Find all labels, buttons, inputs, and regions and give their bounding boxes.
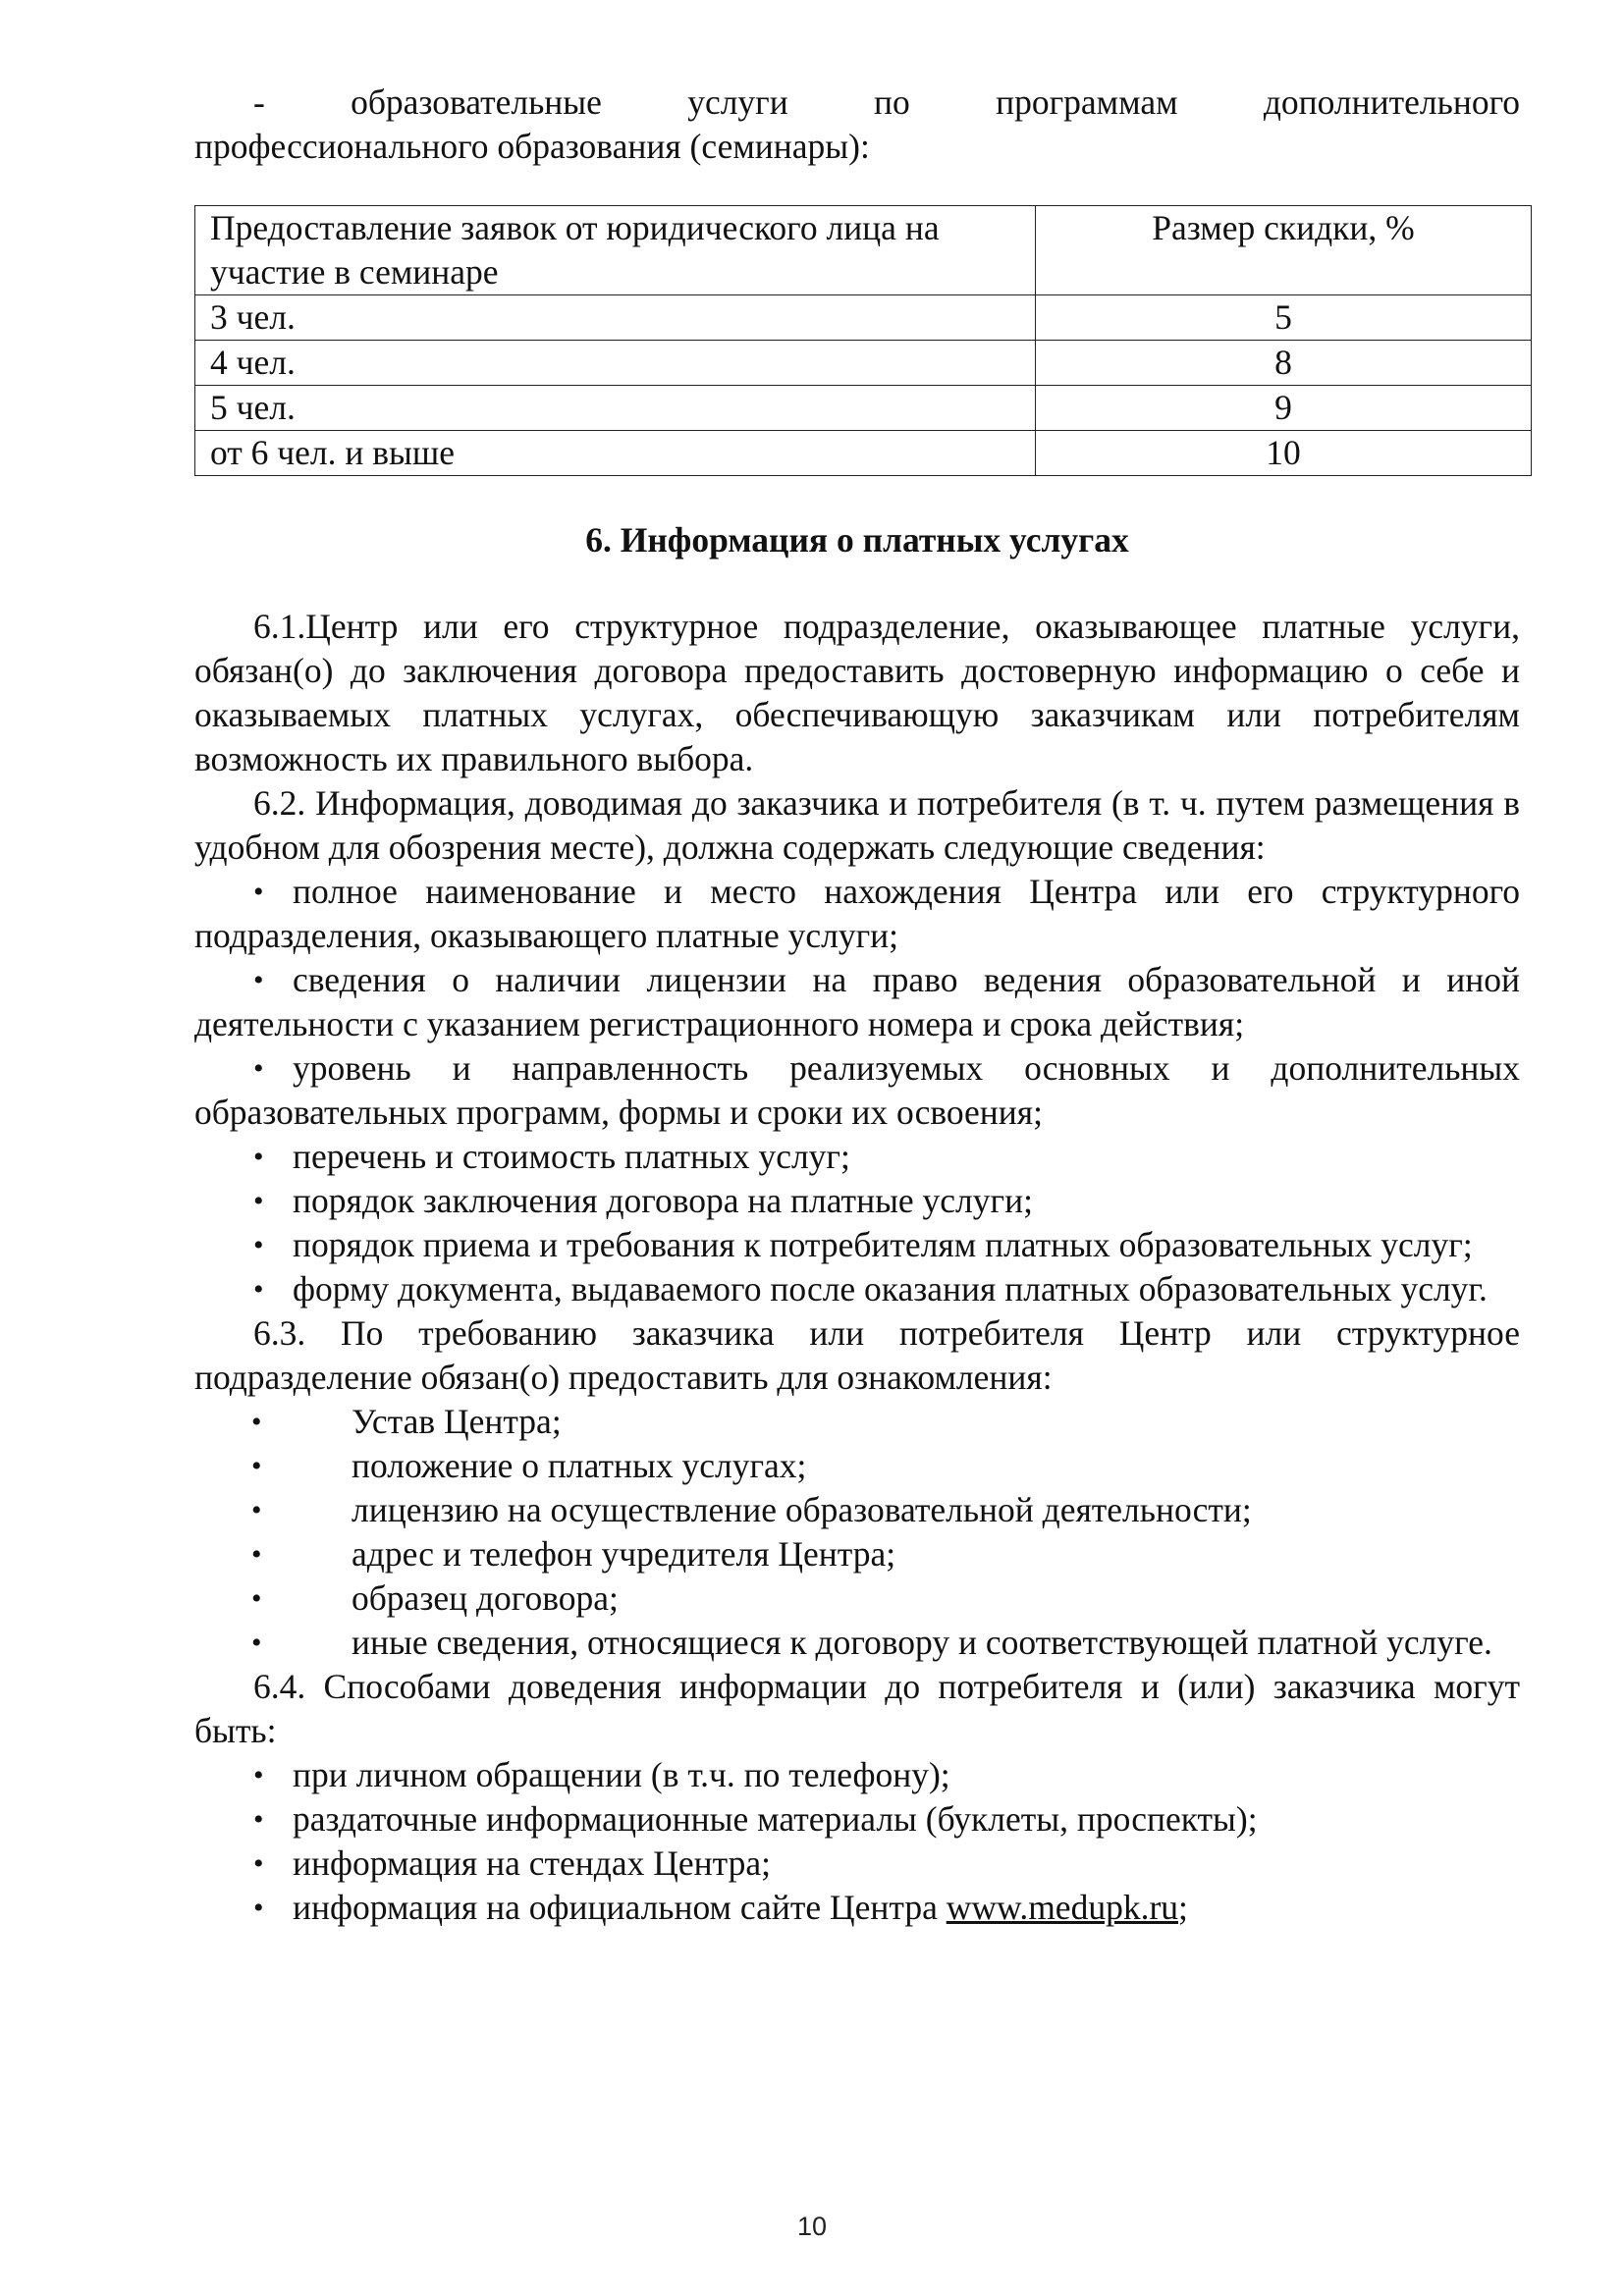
bullet-icon: • xyxy=(253,1803,264,1836)
bullet-icon: • xyxy=(251,1406,262,1438)
list-item: • адрес и телефон учредителя Центра; xyxy=(194,1532,1520,1576)
discount-table xyxy=(194,205,1532,476)
paragraph-6-1: 6.1.Центр или его структурное подразделение, оказывающее платные услуги, обязан(о) до заключения договора предоставить достоверную информацию о себе и оказываемых платных услугах, обеспечивающую заказчикам или потребителям возможность их правильного выбора. xyxy=(194,607,1520,778)
paragraph-6-4: 6.4. Способами доведения информации до потребителя и (или) заказчика могут быть: xyxy=(194,1667,1520,1750)
list-item: • порядок заключения договора на платные услуги; xyxy=(194,1179,1520,1223)
list-item: • полное наименование и место нахождения Центра или его структурного подразделения, оказывающего платные услуги; xyxy=(194,872,1520,955)
list-item: • при личном обращении (в т.ч. по телефону); xyxy=(194,1753,1520,1797)
bullet-icon: • xyxy=(253,1892,264,1924)
list-item: • иные сведения, относящиеся к договору и соответствующей платной услуге. xyxy=(194,1621,1520,1665)
table-row xyxy=(195,295,1532,341)
bullet-icon: • xyxy=(253,1052,264,1085)
list-item: • образец договора; xyxy=(194,1576,1520,1621)
bullet-icon: • xyxy=(251,1494,262,1526)
table-cell: 3 чел. xyxy=(195,295,1036,341)
bullet-icon: • xyxy=(253,1229,264,1261)
table-header-cell: Размер скидки, % xyxy=(1036,206,1532,295)
table-cell: от 6 чел. и выше xyxy=(195,431,1036,476)
bullet-icon: • xyxy=(251,1582,262,1615)
page-content xyxy=(194,80,1520,1930)
list-item: • Устав Центра; xyxy=(194,1400,1520,1444)
list-item: • уровень и направленность реализуемых основных и дополнительных образовательных программ, формы и сроки их освоения; xyxy=(194,1048,1520,1132)
bullet-icon: • xyxy=(253,1185,264,1217)
list-item: • информация на официальном сайте Центра www.medupk.ru; xyxy=(194,1886,1520,1930)
paragraph-6-3: 6.3. По требованию заказчика или потребителя Центр или структурное подразделение обязан(о) предоставить для ознакомления: xyxy=(194,1313,1520,1397)
list-item: • информация на стендах Центра; xyxy=(194,1842,1520,1886)
bullet-icon: • xyxy=(253,1847,264,1880)
website-link[interactable]: www.medupk.ru xyxy=(946,1888,1179,1927)
list-item: • форму документа, выдаваемого после оказания платных образовательных услуг. xyxy=(194,1267,1520,1311)
intro-line-2: профессионального образования (семинары): xyxy=(194,127,870,166)
list-6-4 xyxy=(194,1753,1520,1930)
list-item: • раздаточные информационные материалы (буклеты, проспекты); xyxy=(194,1797,1520,1842)
table-cell: 5 чел. xyxy=(195,386,1036,431)
bullet-icon: • xyxy=(251,1627,262,1659)
table-row xyxy=(195,431,1532,476)
section-title: 6. Информация о платных услугах xyxy=(585,520,1129,560)
table-header-row xyxy=(195,206,1532,295)
bullet-icon: • xyxy=(251,1450,262,1482)
page-number: 10 xyxy=(796,2212,828,2241)
table-cell: 8 xyxy=(1036,341,1532,386)
list-6-2 xyxy=(194,870,1520,1311)
list-item: • лицензию на осуществление образовательной деятельности; xyxy=(194,1488,1520,1532)
table-row xyxy=(195,386,1532,431)
list-item: • перечень и стоимость платных услуг; xyxy=(194,1135,1520,1179)
bullet-icon: • xyxy=(253,964,264,996)
list-item: • положение о платных услугах; xyxy=(194,1444,1520,1488)
bullet-icon: • xyxy=(253,876,264,908)
table-cell: 4 чел. xyxy=(195,341,1036,386)
list-item: • сведения о наличии лицензии на право ведения образовательной и иной деятельности с указанием регистрационного номера и срока действия; xyxy=(194,960,1520,1043)
intro-line-1: - образовательные услуги по программам дополнительного xyxy=(253,82,1520,122)
bullet-icon: • xyxy=(251,1538,262,1571)
list-item: • порядок приема и требования к потребителям платных образовательных услуг; xyxy=(194,1223,1520,1267)
list-6-3 xyxy=(194,1400,1520,1665)
table-row xyxy=(195,341,1532,386)
bullet-icon: • xyxy=(253,1759,264,1791)
bullet-icon: • xyxy=(253,1141,264,1173)
table-header-cell: Предоставление заявок от юридического лица на участие в семинаре xyxy=(195,206,1036,295)
table-cell: 9 xyxy=(1036,386,1532,431)
bullet-icon: • xyxy=(253,1273,264,1306)
table-cell: 10 xyxy=(1036,431,1532,476)
table-cell: 5 xyxy=(1036,295,1532,341)
paragraph-6-2: 6.2. Информация, доводимая до заказчика и потребителя (в т. ч. путем размещения в удобном для обозрения месте), должна содержать следующие сведения: xyxy=(194,783,1520,867)
